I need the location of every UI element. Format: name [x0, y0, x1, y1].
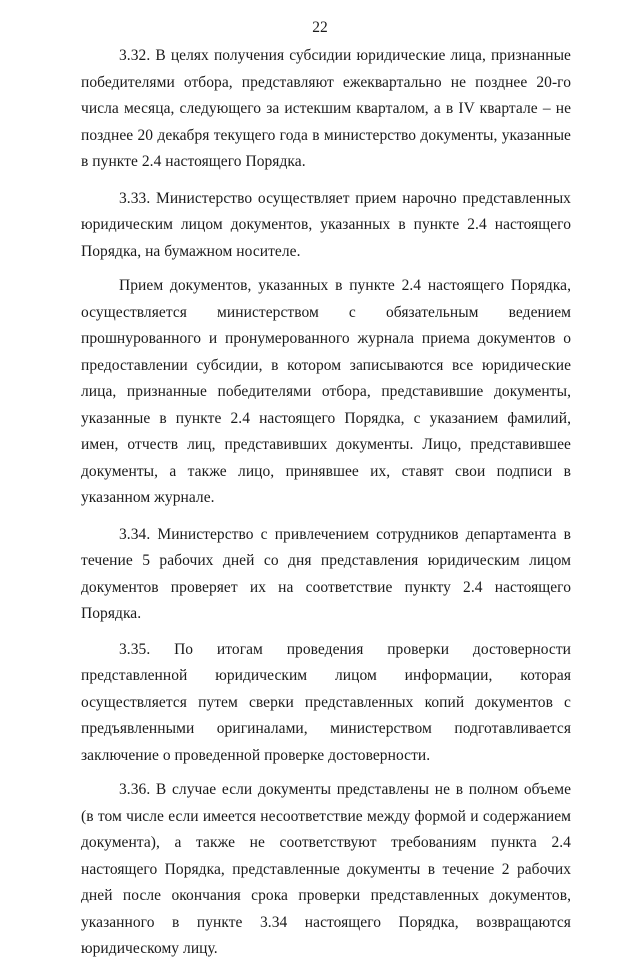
paragraph-document-reception: Прием документов, указанных в пункте 2.4 настоящего Порядка, осуществляется министерством с обязательным ведением прошнурованного и пронумерованного журнала приема документов о предоставлении субсидии, в котором записываются все юридические лица, признанные победителями отбора, представившие документы, указанные в пункте 2.4 настоящего Порядка, с указанием фамилий, имен, отчеств лиц, представивших документы. Лицо, представившее документы, а также лицо, принявшее их, ставят свои подписи в указанном журнале.	[81, 277, 571, 506]
paragraph-3-32: 3.32. В целях получения субсидии юридические лица, признанные победителями отбора, представляют ежеквартально не позднее 20-го числа месяца, следующего за истекшим кварталом, а в IV квартале – не позднее 20 декабря текущего года в министерство документы, указанные в пункте 2.4 настоящего Порядка.	[81, 47, 571, 170]
paragraph-3-33: 3.33. Министерство осуществляет прием нарочно представленных юридическим лицом документов, указанных в пункте 2.4 настоящего Порядка, на бумажном носителе.	[81, 189, 571, 260]
paragraph-3-34: 3.34. Министерство с привлечением сотрудников департамента в течение 5 рабочих дней со дня представления юридическим лицом документов проверяет их на соответствие пункту 2.4 настоящего Порядка.	[81, 525, 571, 622]
paragraph-3-36: 3.36. В случае если документы представлены не в полном объеме (в том числе если имеется несоответствие между формой и содержанием документа), а также не соответствуют требованиям пункта 2.4 настоящего Порядка, представленные документы в течение 2 рабочих дней после окончания срока проверки представленных документов, указанного в пункте 3.34 настоящего Порядка, возвращаются юридическому лицу.	[81, 781, 571, 957]
page-number: 22	[312, 19, 328, 36]
paragraph-3-35: 3.35. По итогам проведения проверки достоверности представленной юридическим лицом информации, которая осуществляется путем сверки представленных копий документов с предъявленными оригиналами, министерством подготавливается заключение о проведенной проверке достоверности.	[81, 640, 571, 764]
document-body	[81, 43, 571, 973]
